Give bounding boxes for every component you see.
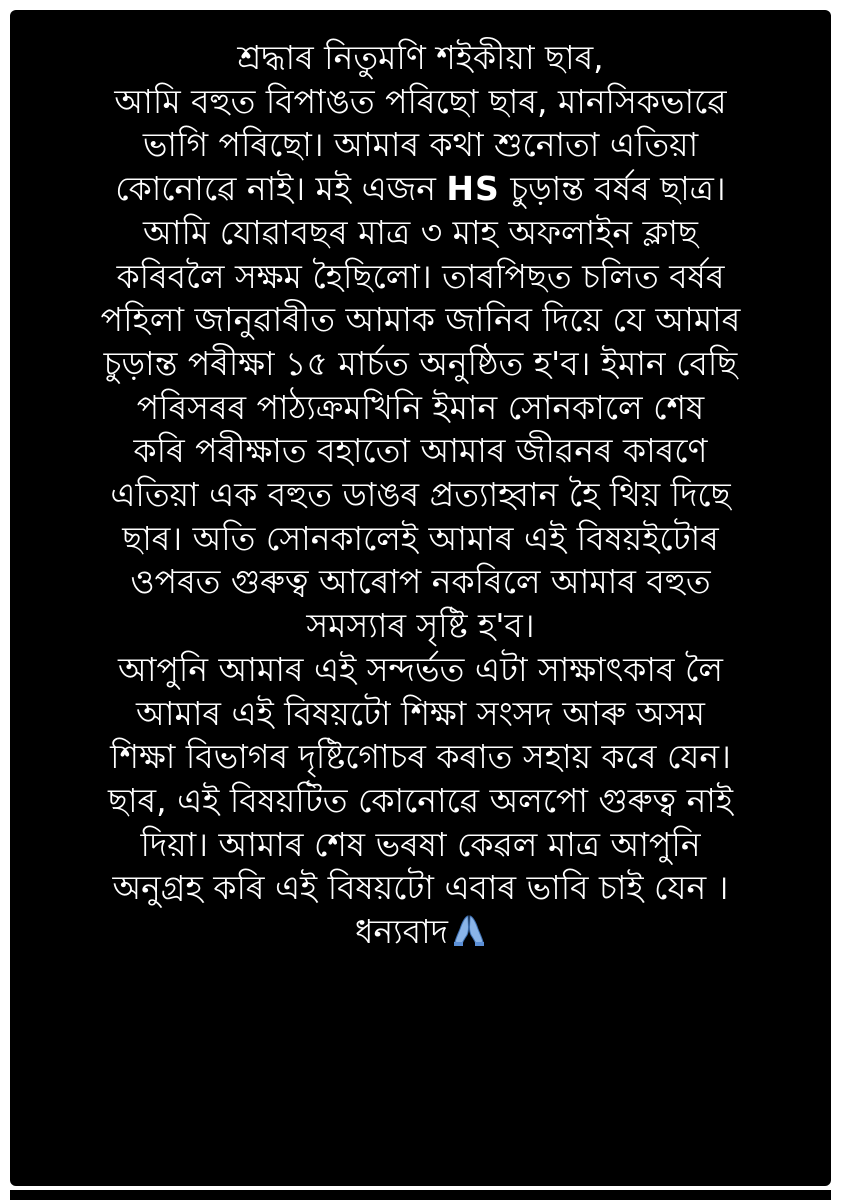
letter-line: অনুগ্ৰহ কৰি এই বিষয়টো এবাৰ ভাবি চাই যেন ।: [112, 868, 729, 908]
letter-line: আমাৰ এই বিষয়টো শিক্ষা সংসদ আৰু অসম: [136, 693, 705, 733]
letter-card: [10, 10, 831, 1186]
letter-line: ভাগি পৰিছো। আমাৰ কথা শুনোতা এতিয়া: [142, 125, 699, 165]
letter-line: শিক্ষা বিভাগৰ দৃষ্টিগোচৰ কৰাত সহায় কৰে যেন।: [110, 737, 731, 777]
letter-line: পৰিসৰৰ পাঠ্যক্ৰমখিনি ইমান সোনকালে শেষ: [136, 387, 705, 427]
letter-line: চুড়ান্ত পৰীক্ষা ১৫ মাৰ্চত অনুষ্ঠিত হ'ব। ইমান বেছি: [103, 343, 738, 383]
letter-line: আমি যোৱাবছৰ মাত্ৰ ৩ মাহ অফলাইন ক্লাছ: [143, 212, 698, 252]
letter-line: কৰিবলৈ সক্ষম হৈছিলো। তাৰপিছত চলিত বৰ্ষৰ: [116, 256, 725, 296]
letter-line: সমস্যাৰ সৃষ্টি হ'ব।: [306, 606, 535, 646]
letter-line: [26, 167, 815, 211]
letter-line: এতিয়া এক বহুত ডাঙৰ প্ৰত্যাহ্বান হৈ থিয় দিছে: [110, 475, 731, 515]
letter-line: আপুনি আমাৰ এই সন্দৰ্ভত এটা সাক্ষাৎকাৰ লৈ: [118, 649, 723, 689]
letter-line: আমি বহুত বিপাঙত পৰিছো ছাৰ, মানসিকভাৱে: [114, 81, 727, 121]
letter-line: দিয়া। আমাৰ শেষ ভৰষা কেৱল মাত্ৰ আপুনি: [140, 824, 701, 864]
letter-line: পহিলা জানুৱাৰীত আমাক জানিব দিয়ে যে আমাৰ: [100, 300, 741, 340]
letter-line: শ্ৰদ্ধাৰ নিতুমণি শইকীয়া ছাৰ,: [237, 38, 604, 77]
letter-line-part: কোনোৱে নাই। মই এজন: [115, 169, 436, 209]
thanks-text: ধন্যবাদ: [354, 912, 449, 952]
signoff-line: [26, 910, 815, 954]
letter-line: কৰি পৰীক্ষাত বহাতো আমাৰ জীৱনৰ কাৰণে: [133, 431, 708, 471]
letter-line: ছাৰ। অতি সোনকালেই আমাৰ এই বিষয়ইটোৰ: [122, 518, 719, 558]
letter-line: ছাৰ, এই বিষয়টিত কোনোৱে অলপো গুৰুত্ব নাই: [107, 780, 734, 820]
next-card-edge: [10, 1190, 831, 1200]
letter-line: ওপৰত গুৰুত্ব আৰোপ নকৰিলে আমাৰ বহুত: [130, 562, 711, 602]
hs-label: HS: [446, 169, 500, 209]
letter-line-part: চুড়ান্ত বৰ্ষৰ ছাত্ৰ।: [510, 169, 726, 209]
folded-hands-icon: [452, 913, 486, 947]
